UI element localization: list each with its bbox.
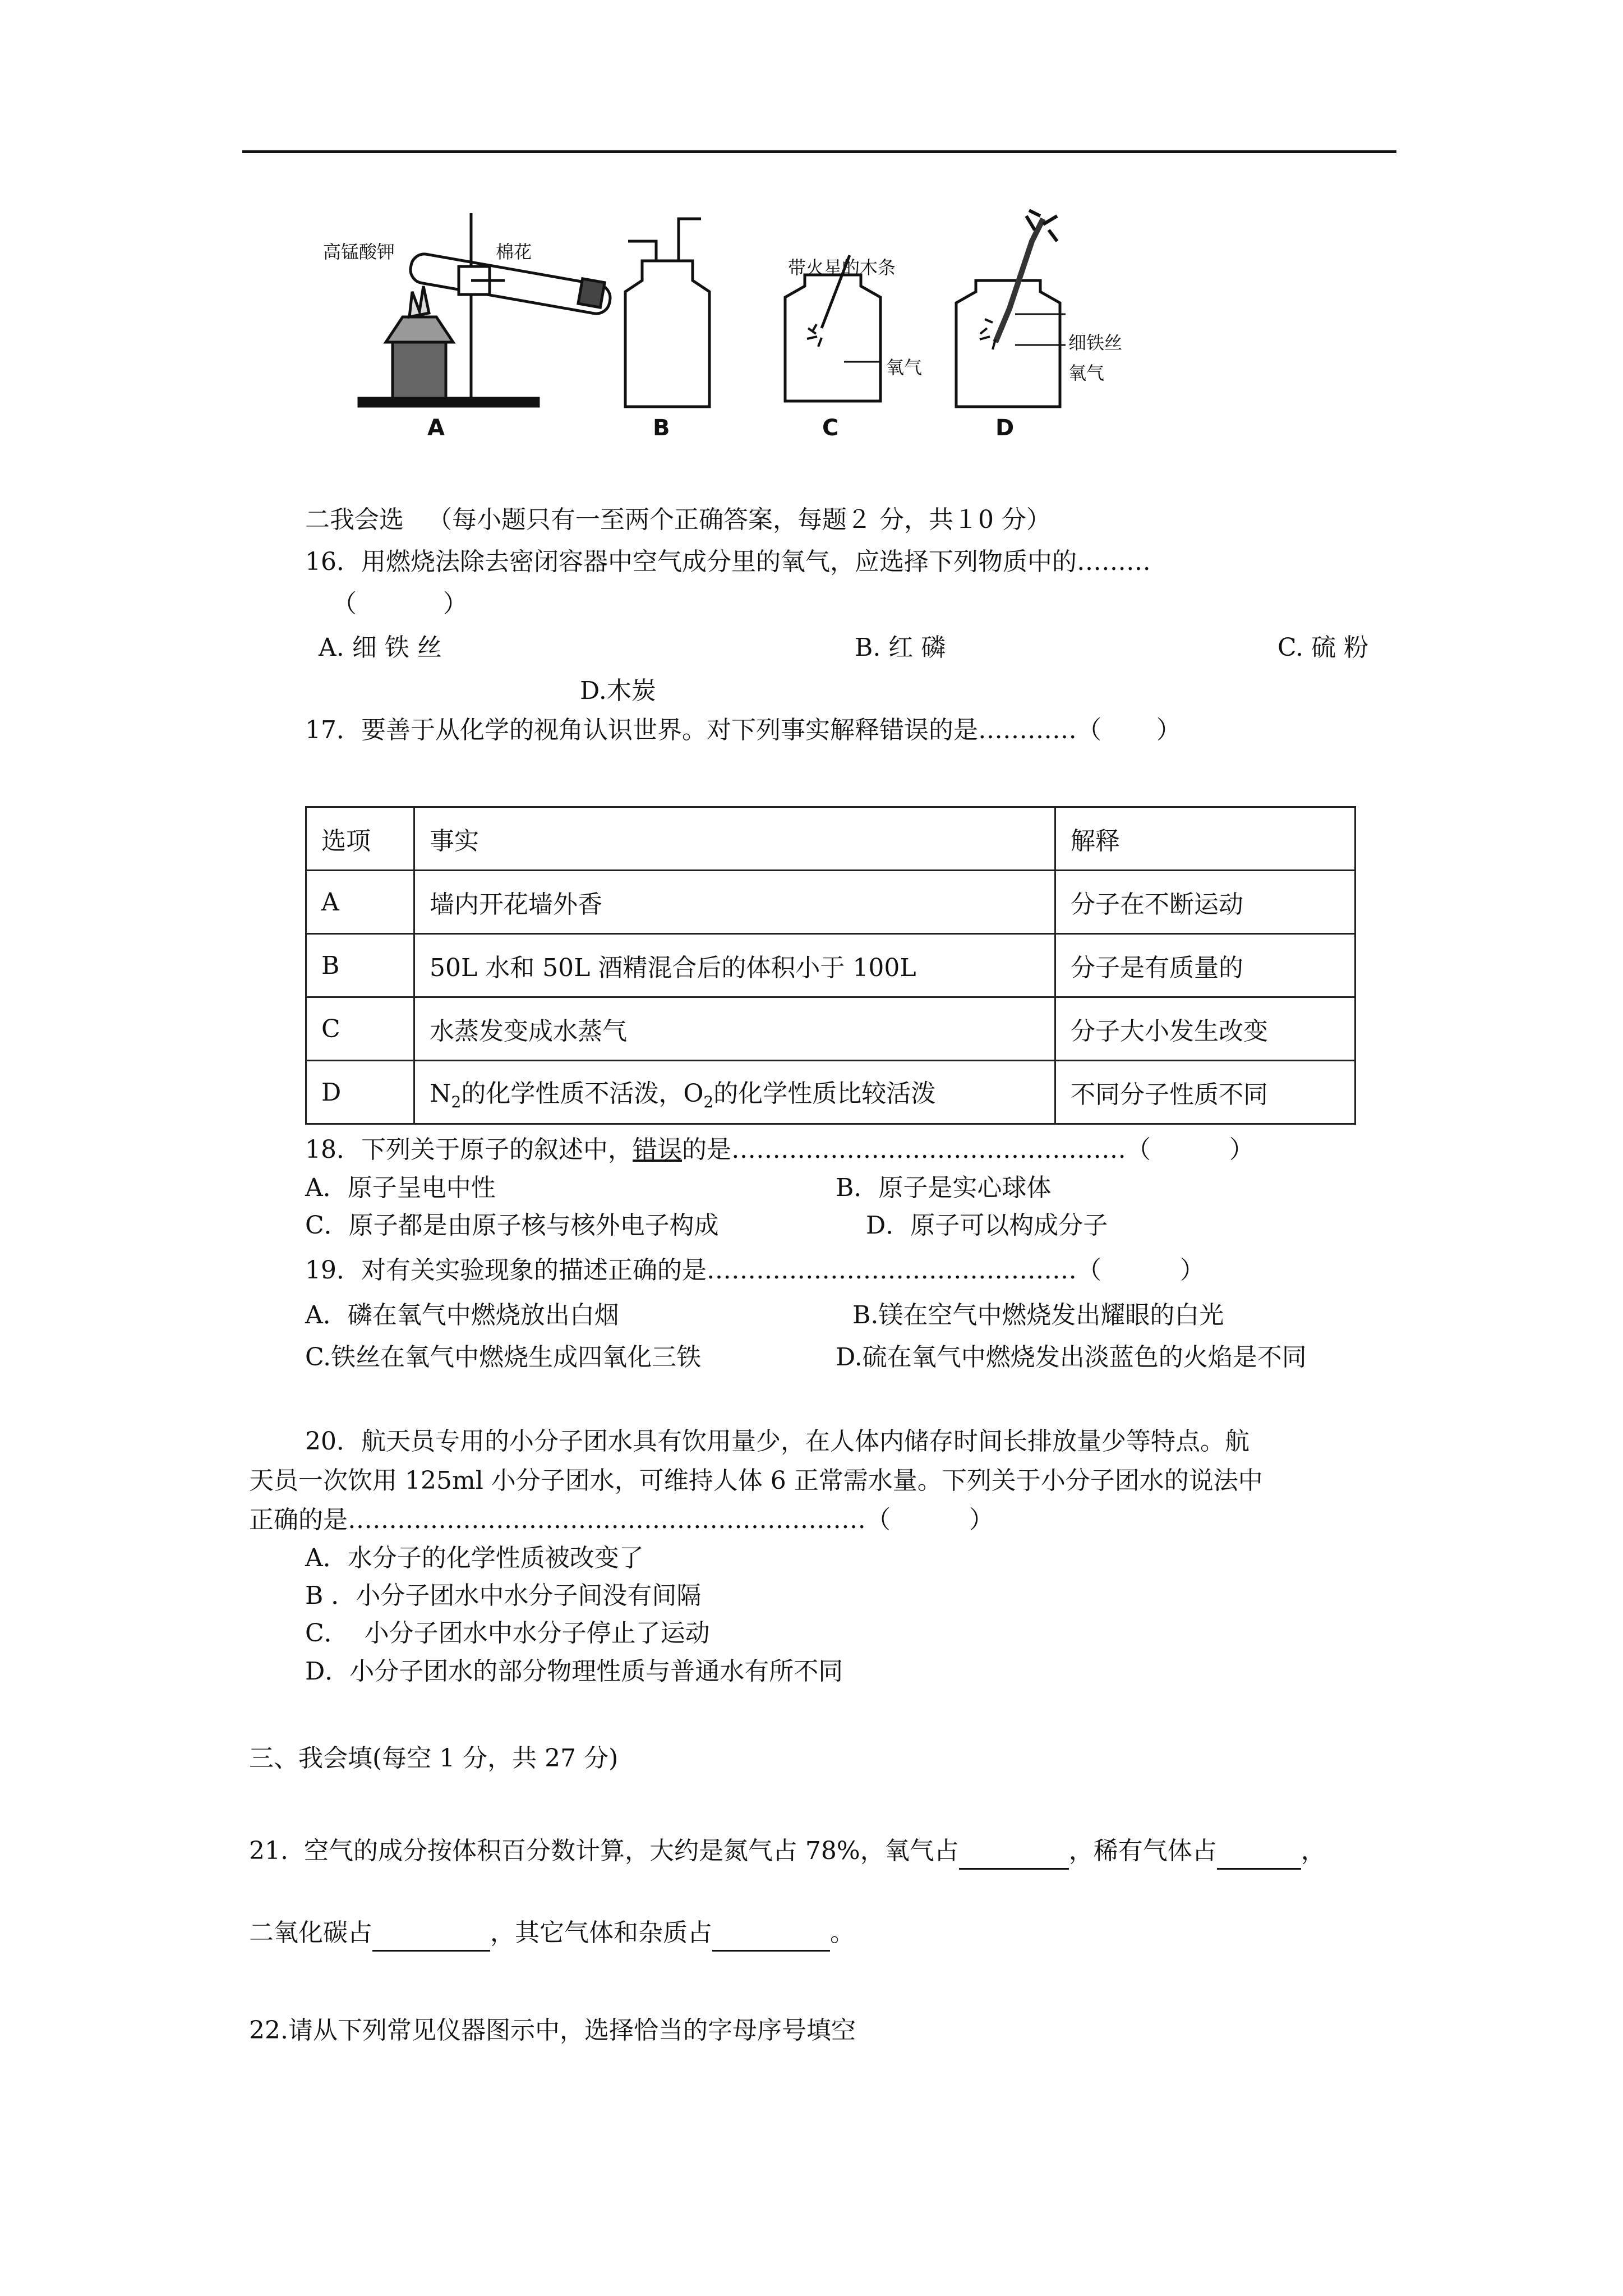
table-row: [306, 1061, 1355, 1124]
table-cell-explanation: 分子在不断运动: [1055, 871, 1355, 934]
table-cell-fact: 水蒸发变成水蒸气: [414, 997, 1055, 1061]
q19-option-d: D.硫在氧气中燃烧发出淡蓝色的火焰是不同: [836, 1343, 1307, 1372]
section2-heading: 二我会选 （每小题只有一至两个正确答案，每题２ 分，共１0 分）: [305, 505, 1051, 534]
apparatus-a-drawing: [359, 213, 612, 406]
subscript-2: 2: [451, 1092, 462, 1111]
q20-option-c: C． 小分子团水中水分子停止了运动: [305, 1619, 710, 1648]
q21-text-2: ，稀有气体占: [1068, 1837, 1217, 1865]
q21-blank-co2[interactable]: [372, 1916, 490, 1952]
q21-text-4: 二氧化碳占: [249, 1918, 372, 1947]
q19-stem: 19．对有关实验现象的描述正确的是………………………………………（ ）: [305, 1256, 1205, 1285]
q21-blank-oxygen[interactable]: [959, 1834, 1069, 1870]
header-rule: [242, 150, 1396, 153]
table-header-cell: 解释: [1055, 807, 1355, 871]
apparatus-d-drawing: [956, 210, 1066, 407]
section3-heading: 三、我会填(每空 1 分，共 27 分): [249, 1744, 619, 1773]
q21-blank-other[interactable]: [712, 1916, 830, 1952]
q16-option-a: A. 细 铁 丝: [319, 633, 442, 662]
apparatus-a-reagent-label: 高锰酸钾: [323, 241, 395, 263]
q16-option-d: D.木炭: [580, 677, 656, 705]
table-cell-option: A: [306, 871, 414, 934]
q18-stem-emphasis: 错误: [633, 1135, 682, 1164]
apparatus-drawing: [314, 208, 1155, 421]
table-cell-explanation: 分子是有质量的: [1055, 934, 1355, 997]
q18-option-d: D．原子可以构成分子: [866, 1211, 1108, 1240]
q21-text-3: ，: [1301, 1837, 1326, 1865]
apparatus-d-wire-label: 细铁丝: [1068, 332, 1123, 353]
apparatus-label-c: C: [822, 415, 839, 441]
apparatus-d-gas-label: 氧气: [1068, 362, 1105, 384]
table-cell-option: C: [306, 997, 414, 1061]
table-header-row: [306, 807, 1355, 871]
table-row: [306, 871, 1355, 934]
apparatus-a-cotton-label: 棉花: [496, 241, 532, 263]
q16-answer-paren: （ ）: [332, 590, 468, 618]
q21-line2: [249, 1916, 855, 1952]
q22-stem: 22.请从下列常见仪器图示中，选择恰当的字母序号填空: [249, 2016, 856, 2045]
apparatus-b-drawing: [625, 219, 709, 407]
fact-end-text: 的化学性质比较活泼: [713, 1079, 936, 1108]
q18-option-b: B．原子是实心球体: [836, 1174, 1052, 1202]
subscript-2: 2: [703, 1092, 714, 1111]
table-cell-fact: [414, 1061, 1055, 1124]
apparatus-label-a: A: [427, 415, 445, 441]
q19-option-c: C.铁丝在氧气中燃烧生成四氧化三铁: [305, 1343, 702, 1372]
q18-option-a: A．原子呈电中性: [305, 1174, 496, 1202]
table-cell-explanation: 分子大小发生改变: [1055, 997, 1355, 1061]
q21-blank-noble-gas[interactable]: [1217, 1834, 1301, 1870]
table-cell-fact: 50L 水和 50L 酒精混合后的体积小于 100L: [414, 934, 1055, 997]
q18-stem-post: 的是…………………………………………（ ）: [682, 1135, 1254, 1164]
table-cell-option: D: [306, 1061, 414, 1124]
q17-table: [305, 806, 1356, 1125]
table-cell-explanation: 不同分子性质不同: [1055, 1061, 1355, 1124]
table-cell-fact: 墙内开花墙外香: [414, 871, 1055, 934]
q21-text-1: 21. 空气的成分按体积百分数计算，大约是氮气占 78%，氧气占: [249, 1837, 959, 1865]
table-row: [306, 997, 1355, 1061]
q16-option-b: B. 红 磷: [855, 633, 946, 662]
table-cell-option: B: [306, 934, 414, 997]
apparatus-c-gas-label: 氧气: [886, 357, 923, 378]
q21-line1: [249, 1834, 1326, 1870]
q21-text-6: 。: [830, 1918, 855, 1947]
q19-option-b: B.镁在空气中燃烧发出耀眼的白光: [852, 1301, 1224, 1329]
q18-stem-pre: 18．下列关于原子的叙述中，: [305, 1135, 633, 1164]
q20-stem-line1: 20．航天员专用的小分子团水具有饮用量少，在人体内储存时间长排放量少等特点。航: [305, 1427, 1249, 1456]
q16-option-c: C. 硫 粉: [1278, 633, 1369, 662]
q18-stem: [305, 1133, 1254, 1167]
q20-stem-line3: 正确的是………………………………………………………（ ）: [249, 1506, 994, 1534]
table-header-cell: 事实: [414, 807, 1055, 871]
q21-text-5: ，其它气体和杂质占: [490, 1918, 712, 1947]
table-header-cell: 选项: [306, 807, 414, 871]
q20-option-d: D．小分子团水的部分物理性质与普通水有所不同: [305, 1657, 843, 1686]
q20-stem-line2: 天员一次饮用 125ml 小分子团水，可维持人体 6 正常需水量。下列关于小分子团水的说法中: [249, 1466, 1263, 1495]
fact-middle-text: 的化学性质不活泼，O: [461, 1079, 704, 1108]
q20-option-a: A．水分子的化学性质被改变了: [305, 1544, 644, 1572]
table-row: [306, 934, 1355, 997]
apparatus-label-b: B: [653, 415, 670, 441]
q19-option-a: A．磷在氧气中燃烧放出白烟: [305, 1301, 619, 1329]
q17-stem: 17．要善于从化学的视角认识世界。对下列事实解释错误的是…………（ ）: [305, 716, 1181, 744]
q18-option-c: C．原子都是由原子核与核外电子构成: [305, 1211, 719, 1240]
apparatus-label-d: D: [995, 415, 1015, 441]
q20-option-b: B ．小分子团水中水分子间没有间隔: [305, 1581, 702, 1610]
apparatus-c-stick-label: 带火星的木条: [788, 257, 896, 278]
q16-stem: 16．用燃烧法除去密闭容器中空气成分里的氧气，应选择下列物质中的………: [305, 547, 1151, 576]
formula-n2: N: [430, 1079, 451, 1108]
